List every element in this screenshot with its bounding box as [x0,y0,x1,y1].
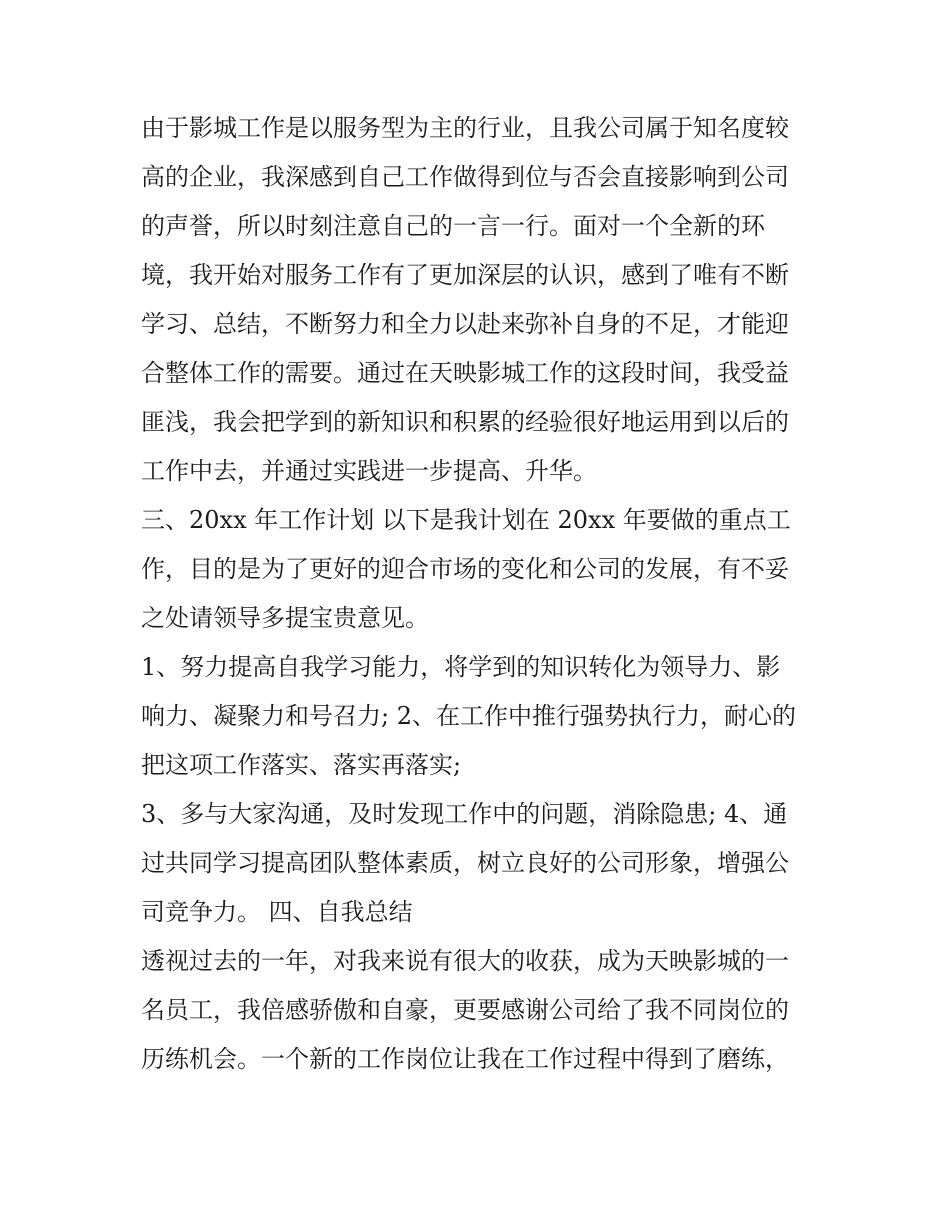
text-line-13: 响力、凝聚力和号召力; 2、在工作中推行强势执行力，耐心的 [141,702,796,730]
text-line-20: 历练机会。一个新的工作岗位让我在工作过程中得到了磨练， [141,1045,789,1073]
text-line-19: 名员工，我倍感骄傲和自豪，更要感谢公司给了我不同岗位的 [141,996,789,1024]
text-line-2: 高的企业，我深感到自己工作做得到位与否会直接影响到公司 [141,163,789,191]
text-line-1: 由于影城工作是以服务型为主的行业，且我公司属于知名度较 [141,114,789,142]
text-line-9: 三、20xx 年工作计划 以下是我计划在 20xx 年要做的重点工 [141,506,791,534]
document-body [141,104,821,1084]
text-line-10: 作，目的是为了更好的迎合市场的变化和公司的发展，有不妥 [141,555,789,583]
text-line-17: 司竞争力。 四、自我总结 [141,898,413,926]
text-line-8: 工作中去，并通过实践进一步提高、升华。 [141,457,597,485]
text-line-11: 之处请领导多提宝贵意见。 [141,604,429,632]
text-line-14: 把这项工作落实、落实再落实; [141,751,462,779]
text-line-16: 过共同学习提高团队整体素质，树立良好的公司形象，增强公 [141,849,789,877]
text-line-3: 的声誉，所以时刻注意自己的一言一行。面对一个全新的环 [141,212,765,240]
text-line-5: 学习、总结，不断努力和全力以赴来弥补自身的不足，才能迎 [141,310,789,338]
text-line-12: 1、努力提高自我学习能力，将学到的知识转化为领导力、影 [141,653,781,681]
text-line-6: 合整体工作的需要。通过在天映影城工作的这段时间，我受益 [141,359,789,387]
text-line-7: 匪浅，我会把学到的新知识和积累的经验很好地运用到以后的 [141,408,789,436]
text-line-15: 3、多与大家沟通，及时发现工作中的问题，消除隐患; 4、通 [141,800,788,828]
text-line-18: 透视过去的一年，对我来说有很大的收获，成为天映影城的一 [141,947,789,975]
text-line-4: 境，我开始对服务工作有了更加深层的认识，感到了唯有不断 [141,261,789,289]
